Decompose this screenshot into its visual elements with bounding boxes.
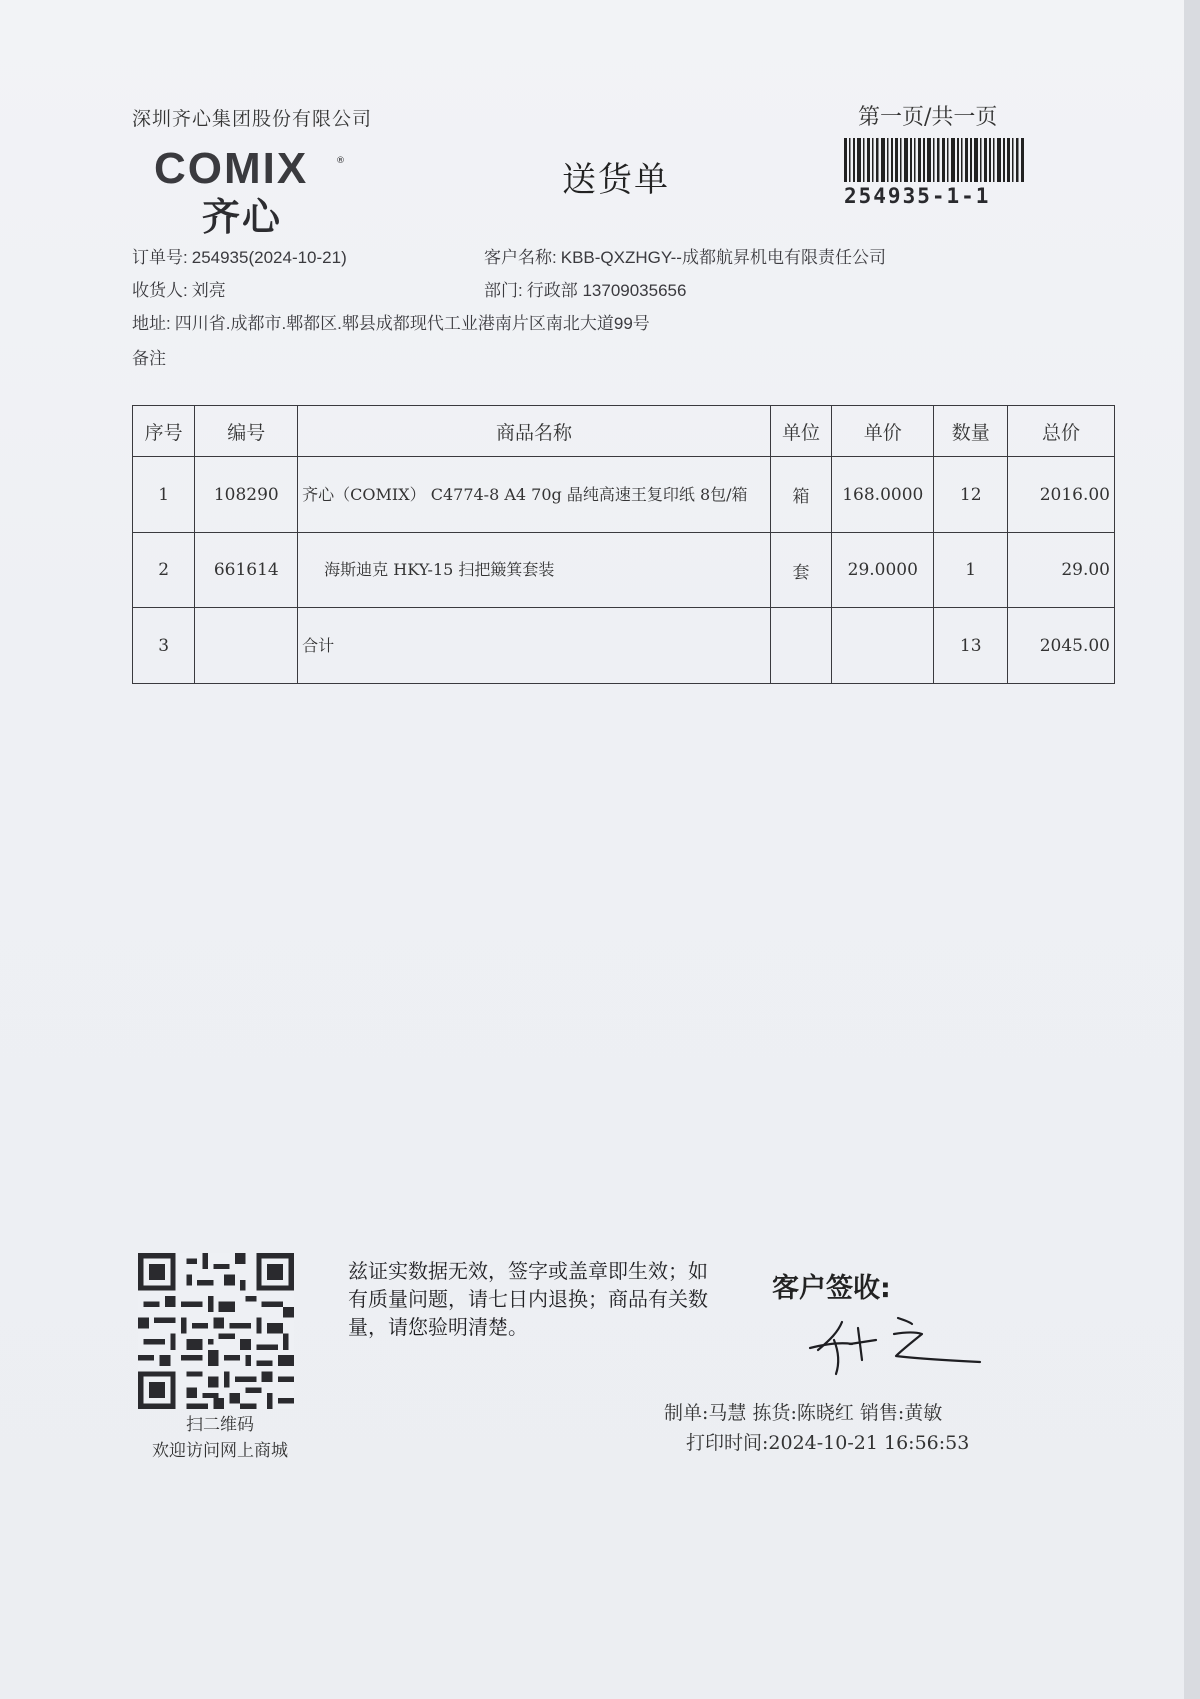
- customer-field: [484, 243, 886, 268]
- customer-value: KBB-QXZHGY--成都航昇机电有限责任公司: [560, 248, 886, 267]
- row-product-name: 合计: [298, 608, 771, 684]
- row-unit: [770, 608, 831, 684]
- customer-label: 客户名称:: [484, 248, 557, 267]
- row-index: 1: [133, 457, 195, 533]
- row-code: [195, 608, 298, 684]
- row-quantity: 1: [934, 533, 1008, 608]
- items-table: [132, 405, 1115, 684]
- table-row: [133, 533, 1115, 608]
- order-number-value: 254935(2024-10-21): [191, 248, 347, 267]
- logo-english: COMIX: [154, 144, 309, 193]
- order-number-field: [132, 243, 347, 268]
- row-code: 661614: [195, 533, 298, 608]
- row-total: 29.00: [1008, 533, 1115, 608]
- table-header-row: [133, 406, 1115, 457]
- handwritten-signature-icon: [800, 1310, 990, 1380]
- company-name: 深圳齐心集团股份有限公司: [132, 108, 373, 130]
- row-code: 108290: [195, 457, 298, 533]
- row-quantity: 12: [934, 457, 1008, 533]
- receiver-label: 收货人:: [132, 281, 188, 300]
- department-label: 部门:: [484, 281, 523, 300]
- row-product-name: 齐心（COMIX） C4774-8 A4 70g 晶纯高速王复印纸 8包/箱: [298, 457, 771, 533]
- row-index: 2: [133, 533, 195, 608]
- qr-caption: [120, 1412, 320, 1464]
- address-label: 地址:: [132, 314, 171, 333]
- qr-code-icon: [138, 1253, 294, 1409]
- row-index: 3: [133, 608, 195, 684]
- page-info: 第一页/共一页: [858, 105, 998, 130]
- department-field: [484, 276, 686, 301]
- registered-mark-icon: ®: [336, 156, 345, 166]
- comix-logo: [150, 144, 350, 239]
- header-code: 编号: [195, 406, 298, 457]
- header-quantity: 数量: [934, 406, 1008, 457]
- receiver-field: [132, 276, 226, 301]
- header-index: 序号: [133, 406, 195, 457]
- row-unit-price: 168.0000: [832, 457, 934, 533]
- row-unit-price: [832, 608, 934, 684]
- barcode-icon: [844, 138, 1024, 182]
- receiver-value: 刘亮: [191, 281, 226, 300]
- row-total: 2016.00: [1008, 457, 1115, 533]
- department-value: 行政部 13709035656: [526, 281, 687, 300]
- notice-text: 兹证实数据无效，签字或盖章即生效；如有质量问题，请七日内退换；商品有关数量，请您验明清楚。: [348, 1259, 708, 1339]
- row-unit: 套: [770, 533, 831, 608]
- customer-sign-title: 客户签收:: [772, 1273, 891, 1304]
- header-product-name: 商品名称: [298, 406, 771, 457]
- row-total: 2045.00: [1008, 608, 1115, 684]
- remark-label: 备注: [132, 349, 166, 368]
- header-unit: 单位: [770, 406, 831, 457]
- document-title: 送货单: [562, 160, 670, 200]
- print-time: 打印时间:2024-10-21 16:56:53: [686, 1432, 970, 1454]
- remark-field: [132, 344, 170, 369]
- row-quantity: 13: [934, 608, 1008, 684]
- staff-info: 制单:马慧 拣货:陈晓红 销售:黄敏: [664, 1402, 943, 1424]
- header-unit-price: 单价: [832, 406, 934, 457]
- qr-caption-line-1: 扫二维码: [186, 1415, 254, 1435]
- table-row: [133, 608, 1115, 684]
- barcode-number: 254935-1-1: [844, 184, 991, 208]
- qr-caption-line-2: 欢迎访问网上商城: [152, 1441, 288, 1461]
- row-unit-price: 29.0000: [832, 533, 934, 608]
- address-value: 四川省.成都市.郫都区.郫县成都现代工业港南片区南北大道99号: [174, 314, 650, 333]
- row-product-name: 海斯迪克 HKY-15 扫把簸箕套装: [298, 533, 771, 608]
- table-row: [133, 457, 1115, 533]
- header-total: 总价: [1008, 406, 1115, 457]
- address-field: [132, 309, 650, 334]
- order-number-label: 订单号:: [132, 248, 188, 267]
- logo-chinese: 齐心: [202, 195, 283, 239]
- row-unit: 箱: [770, 457, 831, 533]
